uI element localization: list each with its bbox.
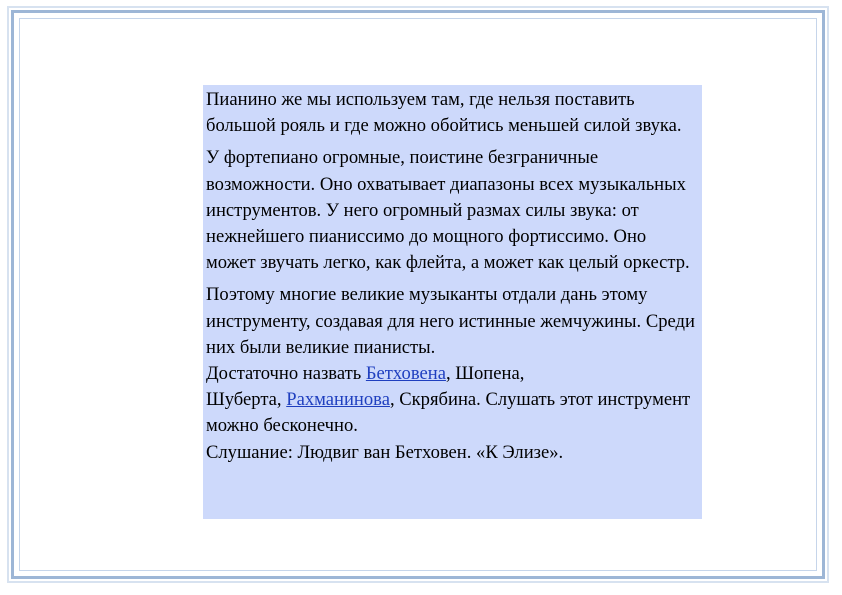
rachmaninov-link[interactable]: Рахманинова (286, 389, 390, 411)
composers-line3-suffix: , Скрябина. Слушать этот инструмент можно бесконечно. (206, 389, 691, 437)
paragraph-piano-usage: Пианино же мы используем там, где нельзя поставить большой рояль и где можно обойтись меньшей силой звука. (206, 89, 682, 137)
text-box (203, 85, 702, 519)
listening-line: Слушание: Людвиг ван Бетховен. «К Элизе». (206, 441, 564, 463)
composers-line2-prefix: Достаточно назвать (206, 363, 366, 385)
composers-line3-prefix: Шуберта, (206, 389, 287, 411)
paragraph-piano-possibilities: У фортепиано огромные, поистине безграничные возможности. Оно охватывает диапазоны всех музыкальных инструментов. У него огромный размах силы звука: от нежнейшего пианиссимо до мощного фортиссимо. Оно может звучать легко, как флейта, а может как целый оркестр. (206, 147, 690, 274)
beethoven-link[interactable]: Бетховена (365, 363, 446, 385)
composers-intro: Поэтому многие великие музыканты отдали дань этому инструменту, создавая для него истинные жемчужины. Среди них были великие пианисты. (206, 284, 695, 358)
composers-line2-suffix: , Шопена, (445, 363, 525, 385)
paragraph-composers (206, 282, 698, 465)
